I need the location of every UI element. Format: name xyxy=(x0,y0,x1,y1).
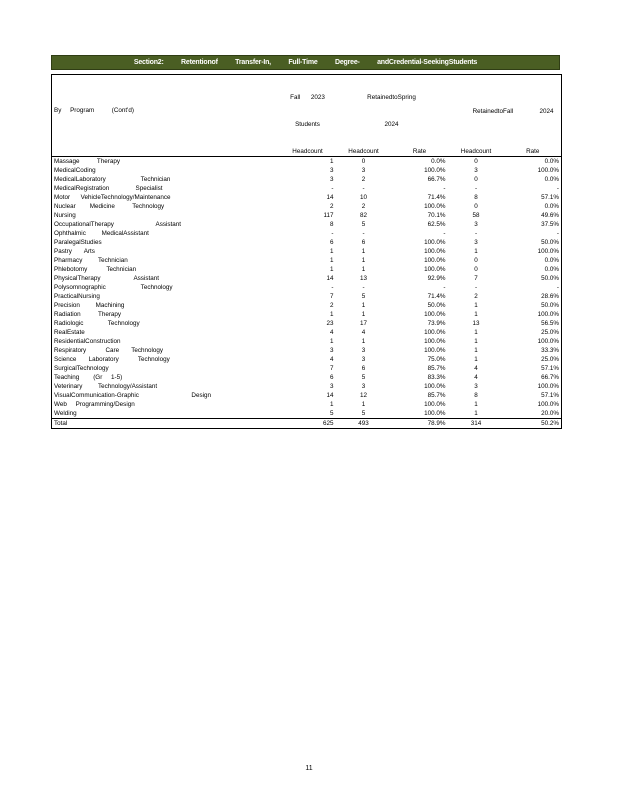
program-cell: Science Laboratory Technology xyxy=(54,355,170,363)
fall-retained-headcount-cell: - xyxy=(474,184,478,192)
fall-retained-headcount-cell: 8 xyxy=(474,391,478,399)
fall-headcount-label: Headcount xyxy=(280,147,336,157)
table-row xyxy=(52,292,562,301)
spring-rate-cell: 73.9% xyxy=(427,319,446,327)
table-row xyxy=(52,256,562,265)
fall-retained-headcount-label: Headcount xyxy=(448,147,505,157)
fall-headcount-cell: 7 xyxy=(329,364,334,372)
table-row xyxy=(52,238,562,247)
fall-retained-headcount-cell: 0 xyxy=(474,265,478,273)
total-fall-headcount: 314 xyxy=(448,419,505,429)
retention-table-wrapper xyxy=(51,74,561,429)
fall-retained-headcount-cell: 1 xyxy=(474,337,478,345)
spring-rate-cell: 100.0% xyxy=(424,382,446,390)
table-row xyxy=(52,301,562,310)
program-cell: Ophthalmic MedicalAssistant xyxy=(54,229,149,237)
fall-retained-rate-cell: 25.0% xyxy=(541,328,560,336)
fall-retained-rate-cell: 57.1% xyxy=(541,364,560,372)
spring-headcount-cell: 6 xyxy=(361,364,366,372)
table-row xyxy=(52,364,562,373)
fall-retained-rate-cell: - xyxy=(556,184,560,192)
fall-retained-rate-cell: 57.1% xyxy=(541,391,560,399)
spring-rate-cell: - xyxy=(443,229,446,237)
spring-header-line1: RetainedtoSpring xyxy=(367,94,416,101)
fall-headcount-cell: 1 xyxy=(329,265,334,273)
fall-retained-rate-cell: 100.0% xyxy=(537,382,560,390)
fall-headcount-cell: 4 xyxy=(329,355,334,363)
total-fall: 625 xyxy=(280,419,336,429)
header-row xyxy=(52,75,562,148)
spring-headcount-cell: 5 xyxy=(361,292,366,300)
fall-retained-rate-cell: 25.0% xyxy=(541,355,560,363)
table-row xyxy=(52,202,562,211)
fall-headcount-cell: 1 xyxy=(329,400,334,408)
spring-rate-cell: - xyxy=(443,283,446,291)
fall-retained-headcount-cell: 1 xyxy=(474,355,478,363)
spring-headcount-cell: 1 xyxy=(361,310,366,318)
section-banner: Section2: Retentionof Transfer-In, Full-Time Degree- andCredential-SeekingStudents xyxy=(51,55,560,70)
spring-rate-cell: 70.1% xyxy=(427,211,446,219)
spring-headcount-cell: 1 xyxy=(361,400,366,408)
fall-retained-rate-cell: 50.0% xyxy=(541,301,560,309)
fall-retained-headcount-cell: - xyxy=(474,229,478,237)
fall-retained-rate-cell: 100.0% xyxy=(537,310,560,318)
spring-rate-cell: 100.0% xyxy=(424,346,446,354)
spring-rate-cell: 75.0% xyxy=(427,355,446,363)
table-row xyxy=(52,355,562,364)
fall-retained-headcount-cell: 0 xyxy=(474,202,478,210)
table-row xyxy=(52,337,562,346)
table-row xyxy=(52,184,562,193)
fall-retained-rate-cell: - xyxy=(556,283,560,291)
fall-headcount-cell: 3 xyxy=(329,175,334,183)
table-row xyxy=(52,409,562,419)
spring-headcount-cell: 3 xyxy=(361,346,366,354)
fall-retained-headcount-cell: 0 xyxy=(474,157,478,165)
table-row xyxy=(52,220,562,229)
retention-table xyxy=(51,74,562,429)
table-row xyxy=(52,382,562,391)
subheader-row xyxy=(52,147,562,157)
fall-retained-headcount-cell: 1 xyxy=(474,409,478,417)
fall-headcount-cell: 14 xyxy=(326,274,334,282)
spring-headcount-cell: 4 xyxy=(361,328,366,336)
spring-rate-cell: 100.0% xyxy=(424,256,446,264)
fall-retained-header xyxy=(448,75,562,148)
fall-retained-rate-cell: 28.6% xyxy=(541,292,560,300)
fall-retained-rate-cell: 57.1% xyxy=(541,193,560,201)
program-cell: ParalegalStudies xyxy=(54,238,102,246)
table-row xyxy=(52,346,562,355)
fall-header xyxy=(280,75,336,148)
table-row xyxy=(52,274,562,283)
spring-headcount-cell: 5 xyxy=(361,220,366,228)
program-cell: Veterinary Technology/Assistant xyxy=(54,382,158,390)
fall-headcount-cell: 1 xyxy=(329,310,334,318)
spring-rate-cell: 85.7% xyxy=(427,391,446,399)
fall-retained-headcount-cell: 3 xyxy=(474,220,478,228)
fall-retained-headcount-cell: 3 xyxy=(474,382,478,390)
fall-header-line2: Students xyxy=(295,121,320,128)
spring-rate-cell: - xyxy=(443,184,446,192)
fall-headcount-cell: 23 xyxy=(326,319,334,327)
fall-retained-headcount-cell: 58 xyxy=(472,211,480,219)
table-row xyxy=(52,373,562,382)
program-cell: VisualCommunication-Graphic Design xyxy=(54,391,212,399)
spring-headcount-cell: 17 xyxy=(359,319,367,327)
fall-retained-headcount-cell: 1 xyxy=(474,310,478,318)
spring-rate-cell: 50.0% xyxy=(427,301,446,309)
fall-retained-rate-cell: 50.0% xyxy=(541,238,560,246)
program-cell: Massage Therapy xyxy=(54,157,121,165)
fall-retained-rate-cell: 37.5% xyxy=(541,220,560,228)
program-header: By Program (Cont'd) xyxy=(54,107,134,114)
spring-headcount-cell: 1 xyxy=(361,256,366,264)
spring-headcount-cell: - xyxy=(362,283,365,291)
fall-retained-headcount-cell: 2 xyxy=(474,292,478,300)
table-row xyxy=(52,283,562,292)
fall-header-line1: Fall 2023 xyxy=(290,94,325,101)
fall-retained-year: 2024 xyxy=(539,107,554,115)
program-cell: Precision Machining xyxy=(54,301,125,309)
fall-retained-headcount-cell: 1 xyxy=(474,247,478,255)
fall-headcount-cell: 6 xyxy=(329,238,334,246)
fall-headcount-cell: 1 xyxy=(329,256,334,264)
fall-headcount-cell: 8 xyxy=(329,220,334,228)
program-cell: RealEstate xyxy=(54,328,85,336)
program-cell: Teaching (Gr 1-5) xyxy=(54,373,123,381)
program-cell: Nursing xyxy=(54,211,76,219)
fall-headcount-cell: - xyxy=(331,184,334,192)
spring-rate-cell: 85.7% xyxy=(427,364,446,372)
program-cell: MedicalLaboratory Technician xyxy=(54,175,171,183)
fall-retained-headcount-cell: 1 xyxy=(474,400,478,408)
fall-retained-rate-cell: 56.5% xyxy=(541,319,560,327)
fall-retained-label: RetainedtoFall xyxy=(472,107,514,115)
spring-headcount-cell: 3 xyxy=(361,382,366,390)
spring-rate-cell: 100.0% xyxy=(424,166,446,174)
fall-retained-rate-cell: 0.0% xyxy=(544,202,560,210)
total-label: Total xyxy=(52,419,280,429)
spring-headcount-cell: 5 xyxy=(361,409,366,417)
fall-headcount-cell: - xyxy=(331,283,334,291)
fall-headcount-cell: 2 xyxy=(329,202,334,210)
table-row xyxy=(52,247,562,256)
spring-headcount-cell: 10 xyxy=(359,193,367,201)
spring-headcount-cell: 6 xyxy=(361,238,366,246)
fall-retained-rate-cell: 49.6% xyxy=(541,211,560,219)
program-cell: PracticalNursing xyxy=(54,292,100,300)
spring-headcount-cell: 2 xyxy=(361,202,366,210)
fall-headcount-cell: 14 xyxy=(326,391,334,399)
fall-retained-headcount-cell: 7 xyxy=(474,274,478,282)
spring-rate-cell: 71.4% xyxy=(427,292,446,300)
fall-retained-headcount-cell: 3 xyxy=(474,166,478,174)
spring-rate-cell: 100.0% xyxy=(424,337,446,345)
table-row xyxy=(52,211,562,220)
fall-headcount-cell: 1 xyxy=(329,337,334,345)
fall-retained-headcount-cell: 1 xyxy=(474,346,478,354)
program-cell: Pharmacy Technician xyxy=(54,256,128,264)
spring-headcount-cell: 3 xyxy=(361,166,366,174)
spring-headcount-cell: 0 xyxy=(361,157,366,165)
spring-rate-cell: 100.0% xyxy=(424,247,446,255)
program-cell: Welding xyxy=(54,409,77,417)
spring-headcount-cell: 1 xyxy=(361,337,366,345)
fall-headcount-cell: 3 xyxy=(329,346,334,354)
table-row xyxy=(52,265,562,274)
fall-retained-headcount-cell: 8 xyxy=(474,193,478,201)
fall-retained-rate-cell: 100.0% xyxy=(537,337,560,345)
spring-rate-cell: 92.9% xyxy=(427,274,446,282)
spring-rate-cell: 66.7% xyxy=(427,175,446,183)
spring-headcount-cell: - xyxy=(362,229,365,237)
fall-headcount-cell: 4 xyxy=(329,328,334,336)
fall-headcount-cell: 1 xyxy=(329,157,334,165)
fall-retained-rate-cell: 0.0% xyxy=(544,157,560,165)
spring-headcount-cell: 1 xyxy=(361,247,366,255)
spring-headcount-cell: 12 xyxy=(359,391,367,399)
spring-rate-cell: 100.0% xyxy=(424,310,446,318)
fall-retained-rate-cell: 0.0% xyxy=(544,265,560,273)
spring-headcount-cell: 13 xyxy=(359,274,367,282)
spring-headcount-cell: 1 xyxy=(361,265,366,273)
fall-retained-rate-cell: 100.0% xyxy=(537,247,560,255)
spring-headcount-cell: 5 xyxy=(361,373,366,381)
spring-headcount-cell: 82 xyxy=(359,211,367,219)
fall-retained-rate-cell: 0.0% xyxy=(544,175,560,183)
table-row xyxy=(52,193,562,202)
program-cell: Respiratory Care Technology xyxy=(54,346,164,354)
spring-headcount-cell: 1 xyxy=(361,301,366,309)
fall-retained-headcount-cell: 0 xyxy=(474,256,478,264)
spring-rate-cell: 62.5% xyxy=(427,220,446,228)
spring-rate-cell: 100.0% xyxy=(424,409,446,417)
program-cell: Phlebotomy Technician xyxy=(54,265,137,273)
fall-retained-rate-cell: 20.0% xyxy=(541,409,560,417)
fall-retained-rate-cell: 100.0% xyxy=(537,166,560,174)
fall-retained-rate-label: Rate xyxy=(505,147,562,157)
spring-header xyxy=(336,75,448,148)
program-cell: Pastry Arts xyxy=(54,247,95,255)
fall-headcount-cell: 117 xyxy=(323,211,334,219)
program-cell: Motor VehicleTechnology/Maintenance xyxy=(54,193,171,201)
spring-headcount-cell: 3 xyxy=(361,355,366,363)
spring-headcount-label: Headcount xyxy=(336,147,392,157)
spring-rate-cell: 83.3% xyxy=(427,373,446,381)
program-cell: Radiologic Technology xyxy=(54,319,140,327)
fall-headcount-cell: 1 xyxy=(329,247,334,255)
program-cell: Polysomnographic Technology xyxy=(54,283,173,291)
table-row xyxy=(52,319,562,328)
program-cell: PhysicalTherapy Assistant xyxy=(54,274,159,282)
total-spring-headcount: 493 xyxy=(336,419,392,429)
spring-rate-cell: 100.0% xyxy=(424,400,446,408)
spring-rate-cell: 100.0% xyxy=(424,238,446,246)
table-row xyxy=(52,391,562,400)
spring-rate-cell: 100.0% xyxy=(424,265,446,273)
fall-headcount-cell: 3 xyxy=(329,166,334,174)
fall-headcount-cell: 5 xyxy=(329,409,334,417)
spring-rate-cell: 71.4% xyxy=(427,193,446,201)
fall-headcount-cell: 14 xyxy=(326,193,334,201)
total-fall-rate: 50.2% xyxy=(505,419,562,429)
fall-retained-rate-cell: 50.0% xyxy=(541,274,560,282)
program-cell: MedicalRegistration Specialist xyxy=(54,184,163,192)
total-row xyxy=(52,419,562,429)
program-cell: SurgicalTechnology xyxy=(54,364,109,372)
program-cell: MedicalCoding xyxy=(54,166,96,174)
table-row xyxy=(52,166,562,175)
spring-rate-cell: 0.0% xyxy=(431,157,446,165)
fall-retained-headcount-cell: 1 xyxy=(474,301,478,309)
table-row xyxy=(52,157,562,167)
fall-retained-headcount-cell: 0 xyxy=(474,175,478,183)
fall-headcount-cell: - xyxy=(331,229,334,237)
fall-retained-rate-cell: 100.0% xyxy=(537,400,560,408)
fall-headcount-cell: 3 xyxy=(329,382,334,390)
program-cell: Radiation Therapy xyxy=(54,310,122,318)
fall-retained-rate-cell: - xyxy=(556,229,560,237)
spring-headcount-cell: 2 xyxy=(361,175,366,183)
spring-rate-cell: 100.0% xyxy=(424,328,446,336)
spring-rate-label: Rate xyxy=(392,147,448,157)
fall-retained-rate-cell: 33.3% xyxy=(541,346,560,354)
fall-retained-rate-cell: 0.0% xyxy=(544,256,560,264)
table-row xyxy=(52,229,562,238)
program-cell: Web Programming/Design xyxy=(54,400,135,408)
fall-headcount-cell: 6 xyxy=(329,373,334,381)
page-number: 11 xyxy=(305,765,313,772)
fall-retained-headcount-cell: - xyxy=(474,283,478,291)
spring-header-line2: 2024 xyxy=(384,121,399,128)
table-body xyxy=(52,157,562,419)
table-row xyxy=(52,175,562,184)
program-cell: OccupationalTherapy Assistant xyxy=(54,220,182,228)
fall-retained-headcount-cell: 1 xyxy=(474,328,478,336)
fall-retained-headcount-cell: 3 xyxy=(474,238,478,246)
fall-retained-headcount-cell: 4 xyxy=(474,364,478,372)
spring-headcount-cell: - xyxy=(362,184,365,192)
table-row xyxy=(52,400,562,409)
total-spring-rate: 78.9% xyxy=(392,419,448,429)
table-row xyxy=(52,328,562,337)
program-cell: Nuclear Medicine Technology xyxy=(54,202,165,210)
fall-headcount-cell: 2 xyxy=(329,301,334,309)
fall-retained-rate-cell: 66.7% xyxy=(541,373,560,381)
spring-rate-cell: 100.0% xyxy=(424,202,446,210)
fall-retained-headcount-cell: 13 xyxy=(472,319,480,327)
fall-headcount-cell: 7 xyxy=(329,292,334,300)
table-row xyxy=(52,310,562,319)
program-cell: ResidentialConstruction xyxy=(54,337,121,345)
fall-retained-headcount-cell: 4 xyxy=(474,373,478,381)
